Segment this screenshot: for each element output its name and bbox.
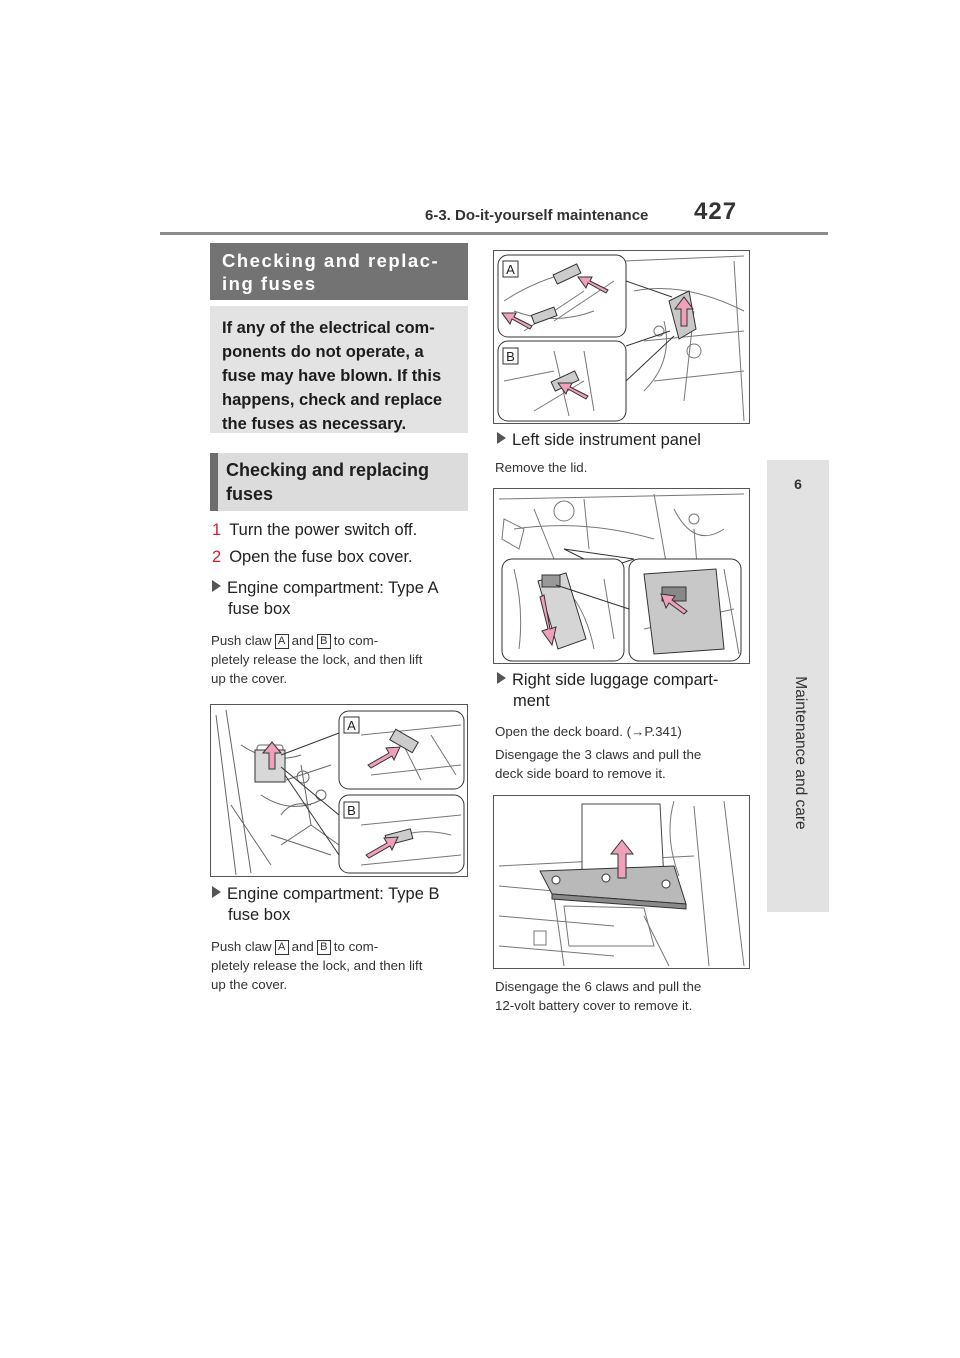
type-a-body-line3: up the cover. [211, 671, 288, 686]
left-panel-title: Left side instrument panel [512, 431, 701, 449]
type-a-body-pre: Push claw [211, 633, 272, 648]
type-b-body-line3: up the cover. [211, 977, 288, 992]
arrow-right-icon: → [631, 724, 645, 739]
figure-luggage [493, 795, 750, 969]
type-b-title-cont: fuse box [228, 906, 291, 924]
bullet-type-b [212, 884, 439, 926]
deck-board-text: Open the deck board. ( [495, 724, 632, 739]
type-a-body-line2: pletely release the lock, and then lift [211, 652, 423, 667]
figure-left-panel [493, 488, 750, 664]
right-luggage-body3-line1: Disengage the 6 claws and pull the [495, 979, 702, 994]
triangle-bullet-icon [212, 886, 221, 898]
label-b-box: B [317, 634, 331, 649]
figure-label-b: B [347, 803, 356, 818]
section-heading: Checking and replac- ing fuses [210, 243, 468, 300]
step-2 [212, 548, 413, 567]
step-2-text: Open the fuse box cover. [229, 548, 413, 566]
figure-label-a: A [347, 718, 356, 733]
type-b-title: Engine compartment: Type B [227, 885, 440, 903]
intro-text: If any of the electrical com- ponents do not operate, a fuse may have blown. If this happens, check and replace the fuses as necessary. [210, 306, 468, 433]
right-luggage-body2-line1: Disengage the 3 claws and pull the [495, 747, 702, 762]
type-a-title-cont: fuse box [228, 600, 291, 618]
type-b-body-and: and [291, 939, 314, 954]
bullet-right-luggage [497, 670, 718, 712]
chapter-number: 6 [794, 476, 802, 492]
right-luggage-title: Right side luggage compart- [512, 671, 719, 689]
figure-type-a [210, 704, 468, 877]
type-b-body-line2: pletely release the lock, and then lift [211, 958, 423, 973]
right-luggage-body3-line2: 12-volt battery cover to remove it. [495, 998, 693, 1013]
type-b-body [211, 937, 471, 994]
sub-heading: Checking and replacing fuses [210, 453, 468, 511]
step-1-text: Turn the power switch off. [229, 521, 418, 539]
step-2-number: 2 [212, 548, 222, 566]
right-luggage-body1 [495, 722, 682, 741]
page-ref-link[interactable]: P.341) [644, 724, 682, 739]
type-a-body-and: and [291, 633, 314, 648]
label-a-box: A [275, 634, 289, 649]
type-a-body [211, 631, 471, 688]
section-title: 6-3. Do-it-yourself maintenance [425, 207, 649, 224]
triangle-bullet-icon [212, 580, 221, 592]
right-luggage-body2 [495, 745, 701, 783]
header-rule [160, 232, 828, 235]
right-luggage-body2-line2: deck side board to remove it. [495, 766, 666, 781]
type-b-body-post: to com- [333, 939, 379, 954]
label-a-box: A [275, 940, 289, 955]
figure-label-b: B [506, 349, 515, 364]
figure-label-a: A [506, 262, 515, 277]
right-luggage-body3 [495, 977, 701, 1015]
left-panel-body: Remove the lid. [495, 460, 588, 475]
triangle-bullet-icon [497, 432, 506, 444]
bullet-type-a [212, 578, 439, 620]
chapter-label: Maintenance and care [792, 676, 809, 830]
step-1-number: 1 [212, 521, 222, 539]
page-number: 427 [694, 198, 738, 225]
step-1 [212, 521, 417, 540]
type-a-title: Engine compartment: Type A [227, 579, 439, 597]
bullet-left-panel [497, 430, 701, 451]
right-luggage-title-cont: ment [513, 692, 550, 710]
type-a-body-post: to com- [333, 633, 379, 648]
label-b-box: B [317, 940, 331, 955]
figure-type-b [493, 250, 750, 424]
type-b-body-pre: Push claw [211, 939, 272, 954]
triangle-bullet-icon [497, 672, 506, 684]
